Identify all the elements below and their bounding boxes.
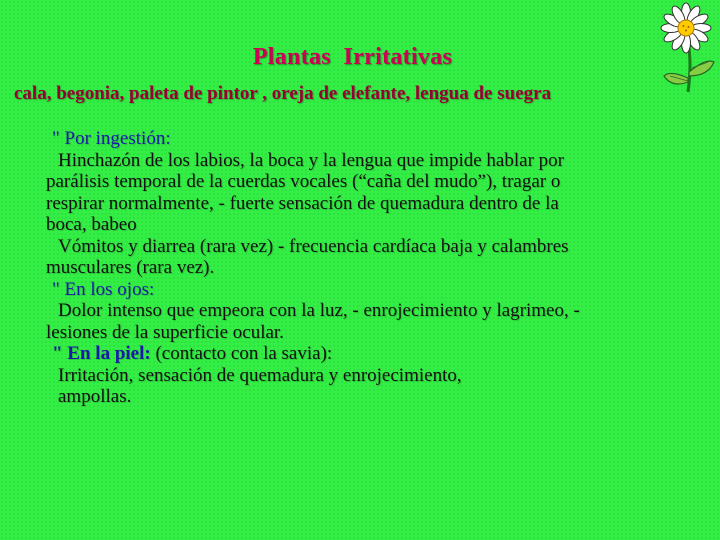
ingestion-line: respirar normalmente, - fuerte sensación de quemadura dentro de la <box>46 192 559 214</box>
section-heading-skin-row <box>46 343 710 365</box>
ingestion-line: boca, babeo <box>46 214 137 235</box>
skin-line: ampollas. <box>58 386 132 407</box>
ingestion-line: parálisis temporal de la cuerdas vocales (“caña del mudo”), tragar o <box>46 171 561 192</box>
section-heading-skin: " En la piel: <box>52 343 151 364</box>
ingestion-line: Hinchazón de los labios, la boca y la lengua que impide hablar por <box>58 149 564 171</box>
skin-heading-suffix: (contacto con la savia): <box>150 343 333 364</box>
ingestion-line: musculares (rara vez). <box>46 257 215 278</box>
eyes-line: Dolor intenso que empeora con la luz, - enrojecimiento y lagrimeo, - <box>58 300 580 321</box>
ingestion-line: Vómitos y diarrea (rara vez) - frecuencia cardíaca baja y calambres <box>58 235 569 257</box>
skin-line: Irritación, sensación de quemadura y enrojecimiento, <box>58 364 462 386</box>
symptoms-body <box>46 128 710 408</box>
flower-petals <box>661 3 711 53</box>
flower-center <box>678 20 694 36</box>
section-heading-eyes: " En los ojos: <box>52 278 155 300</box>
daisy-flower-icon <box>648 2 720 94</box>
slide-title: Plantas Irritativas <box>252 44 453 70</box>
plant-list-subtitle: cala, begonia, paleta de pintor , oreja de elefante, lengua de suegra <box>14 83 552 104</box>
section-heading-ingestion: " Por ingestión: <box>52 128 171 149</box>
eyes-line: lesiones de la superficie ocular. <box>46 321 284 343</box>
